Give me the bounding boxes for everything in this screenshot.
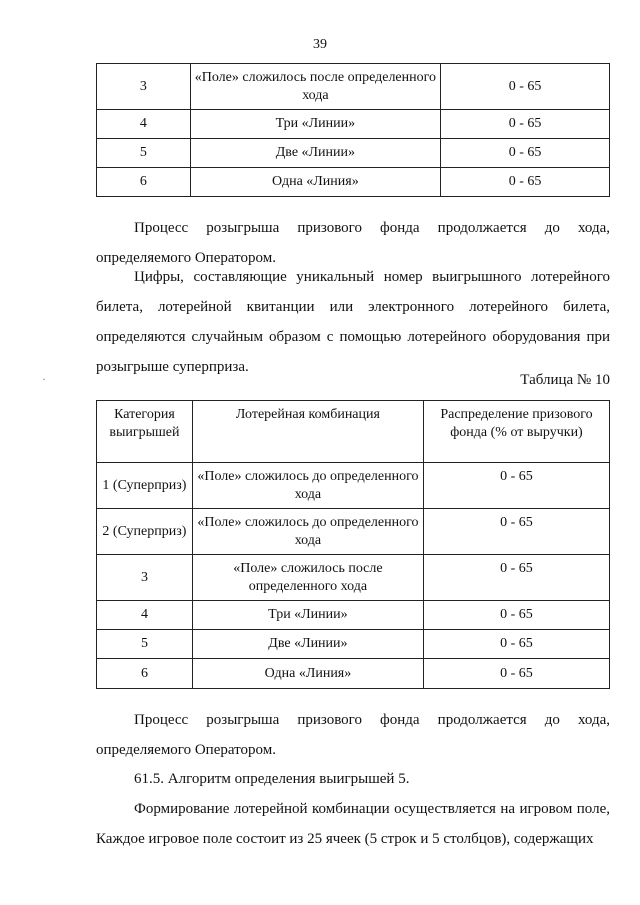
column-header-combination: Лотерейная комбинация — [192, 401, 423, 463]
page-number: 39 — [313, 37, 327, 52]
table-caption: Таблица № 10 — [520, 372, 610, 388]
table-cell-category: 5 — [97, 630, 193, 659]
table-cell-distribution: 0 - 65 — [441, 64, 610, 110]
table-row — [97, 601, 610, 630]
table-cell-combination: Одна «Линия» — [190, 168, 441, 197]
table-cell-category: 6 — [97, 659, 193, 689]
table-row — [97, 463, 610, 509]
table-cell-combination: «Поле» сложилось после определенного хода — [190, 64, 441, 110]
column-header-distribution: Распределение призового фонда (% от выручки) — [423, 401, 609, 463]
prize-table-10 — [96, 400, 610, 689]
table-cell-category: 3 — [97, 64, 191, 110]
table-row — [97, 555, 610, 601]
table-cell-category: 3 — [97, 555, 193, 601]
table-cell-category: 1 (Суперприз) — [97, 463, 193, 509]
table-cell-category: 4 — [97, 601, 193, 630]
table-row — [97, 168, 610, 197]
paragraph-process-2: Процесс розыгрыша призового фонда продолжается до хода, определяемого Оператором. — [96, 712, 610, 758]
margin-mark: · — [42, 372, 46, 386]
table-cell-distribution: 0 - 65 — [423, 630, 609, 659]
prize-table-continued — [96, 63, 610, 197]
table-cell-distribution: 0 - 65 — [441, 110, 610, 139]
table-cell-combination: Три «Линии» — [190, 110, 441, 139]
table-cell-category: 6 — [97, 168, 191, 197]
column-header-category: Категория выигрышей — [97, 401, 193, 463]
paragraph-ticket-number: Цифры, составляющие уникальный номер выигрышного лотерейного билета, лотерейной квитанции или электронного лотерейного билета, определяются случайным образом с помощью лотерейного оборудования при розыгрыше суперприза. — [96, 269, 610, 375]
table-cell-category: 5 — [97, 139, 191, 168]
table-cell-distribution: 0 - 65 — [423, 555, 609, 601]
table-header-row — [97, 401, 610, 463]
table-cell-distribution: 0 - 65 — [423, 659, 609, 689]
table-cell-distribution: 0 - 65 — [423, 463, 609, 509]
section-heading-61-5: 61.5. Алгоритм определения выигрышей 5. — [134, 771, 410, 787]
table-cell-distribution: 0 - 65 — [441, 139, 610, 168]
table-cell-combination: Две «Линии» — [192, 630, 423, 659]
table-cell-category: 2 (Суперприз) — [97, 509, 193, 555]
table-cell-distribution: 0 - 65 — [423, 509, 609, 555]
table-row — [97, 139, 610, 168]
table-cell-combination: Две «Линии» — [190, 139, 441, 168]
table-row — [97, 110, 610, 139]
table-row — [97, 509, 610, 555]
table-cell-combination: «Поле» сложилось до определенного хода — [192, 509, 423, 555]
table-row — [97, 630, 610, 659]
table-cell-distribution: 0 - 65 — [423, 601, 609, 630]
table-cell-combination: «Поле» сложилось до определенного хода — [192, 463, 423, 509]
table-row — [97, 659, 610, 689]
table-cell-combination: Три «Линии» — [192, 601, 423, 630]
table-cell-combination: Одна «Линия» — [192, 659, 423, 689]
paragraph-formation: Формирование лотерейной комбинации осуществляется на игровом поле, Каждое игровое поле состоит из 25 ячеек (5 строк и 5 столбцов), содержащих — [96, 801, 610, 847]
table-cell-combination: «Поле» сложилось после определенного хода — [192, 555, 423, 601]
paragraph-process-1: Процесс розыгрыша призового фонда продолжается до хода, определяемого Оператором. — [96, 220, 610, 266]
table-cell-distribution: 0 - 65 — [441, 168, 610, 197]
table-row — [97, 64, 610, 110]
table-cell-category: 4 — [97, 110, 191, 139]
